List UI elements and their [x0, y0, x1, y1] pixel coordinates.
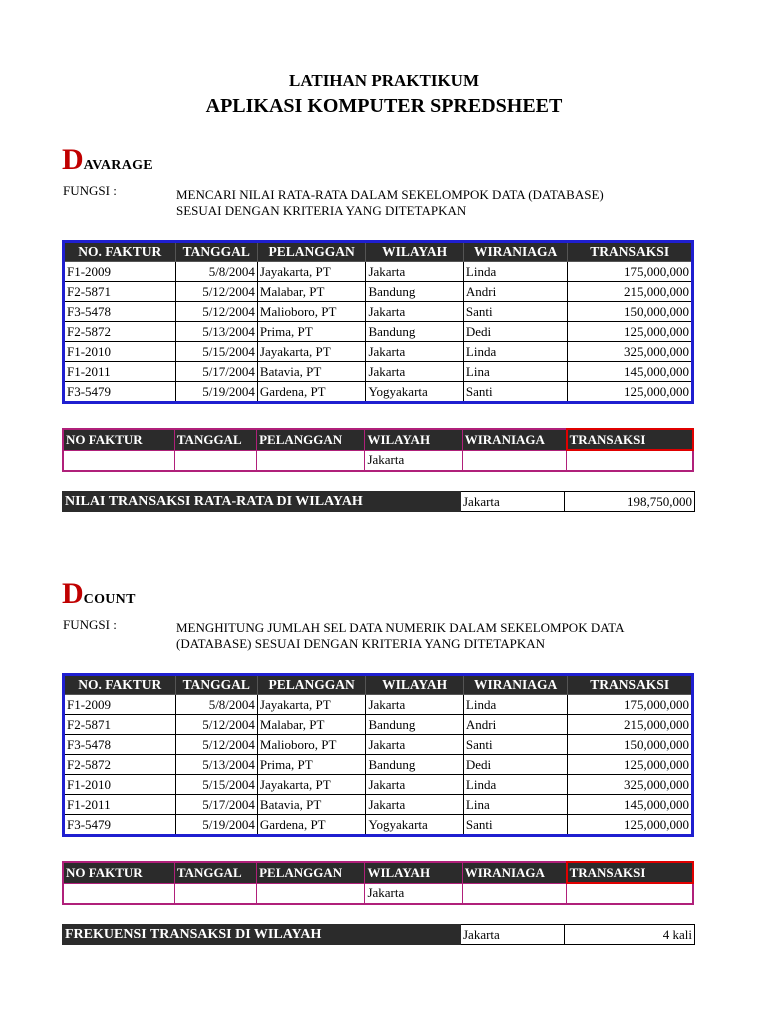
criteria-header-cell: WIRANIAGA — [462, 862, 566, 883]
cell-transaksi[interactable]: 145,000,000 — [568, 362, 693, 382]
cell-wiraniaga[interactable]: Andri — [463, 715, 567, 735]
criteria-cell[interactable] — [63, 450, 174, 471]
cell-wiraniaga[interactable]: Linda — [463, 695, 567, 715]
dcount-criteria-table — [62, 861, 694, 905]
cell-transaksi[interactable]: 175,000,000 — [568, 695, 693, 715]
cell-wilayah[interactable]: Bandung — [366, 282, 463, 302]
cell-faktur[interactable]: F2-5872 — [64, 322, 176, 342]
cell-wilayah[interactable]: Jakarta — [366, 695, 463, 715]
cell-pelanggan[interactable]: Jayakarta, PT — [257, 695, 366, 715]
daverage-desc-line1: MENCARI NILAI RATA-RATA DALAM SEKELOMPOK DATA (DATABASE) — [176, 187, 604, 202]
header-cell: TANGGAL — [175, 242, 257, 262]
cell-transaksi[interactable]: 150,000,000 — [568, 302, 693, 322]
cell-pelanggan[interactable]: Jayakarta, PT — [257, 342, 366, 362]
cell-pelanggan[interactable]: Malabar, PT — [257, 282, 366, 302]
daverage-desc-line2: SESUAI DENGAN KRITERIA YANG DITETAPKAN — [176, 203, 467, 218]
daverage-result-region[interactable]: Jakarta — [461, 492, 565, 512]
table-row — [64, 795, 693, 815]
cell-transaksi[interactable]: 325,000,000 — [568, 342, 693, 362]
header-cell: PELANGGAN — [257, 675, 366, 695]
cell-transaksi[interactable]: 125,000,000 — [568, 382, 693, 403]
header-cell: TANGGAL — [175, 675, 257, 695]
header-cell: TRANSAKSI — [568, 242, 693, 262]
daverage-description — [176, 187, 696, 219]
cell-transaksi[interactable]: 215,000,000 — [568, 715, 693, 735]
criteria-header-cell-selected[interactable]: TRANSAKSI — [567, 429, 693, 450]
cell-transaksi[interactable]: 125,000,000 — [568, 755, 693, 775]
cell-tanggal[interactable]: 5/13/2004 — [175, 755, 257, 775]
criteria-header-cell: WIRANIAGA — [462, 429, 566, 450]
criteria-cell[interactable] — [567, 883, 693, 904]
criteria-cell[interactable] — [567, 450, 693, 471]
cell-wilayah[interactable]: Bandung — [366, 322, 463, 342]
cell-wilayah[interactable]: Jakarta — [366, 795, 463, 815]
cell-pelanggan[interactable]: Prima, PT — [257, 755, 366, 775]
cell-wilayah[interactable]: Jakarta — [366, 262, 463, 282]
cell-wilayah[interactable]: Jakarta — [366, 302, 463, 322]
cell-wiraniaga[interactable]: Linda — [463, 342, 567, 362]
title-line2: APLIKASI KOMPUTER SPREDSHEET — [205, 95, 563, 117]
criteria-header-cell: PELANGGAN — [257, 862, 365, 883]
cell-tanggal[interactable]: 5/13/2004 — [175, 322, 257, 342]
daverage-result-label: NILAI TRANSAKSI RATA-RATA DI WILAYAH — [63, 492, 461, 512]
dcount-description — [176, 620, 696, 652]
table-header-row — [64, 675, 693, 695]
criteria-header-row — [63, 429, 693, 450]
table-row — [64, 735, 693, 755]
table-row — [64, 282, 693, 302]
cell-wilayah[interactable]: Jakarta — [366, 362, 463, 382]
cell-tanggal[interactable]: 5/19/2004 — [175, 815, 257, 836]
dcount-desc-line1: MENGHITUNG JUMLAH SEL DATA NUMERIK DALAM SEKELOMPOK DATA — [176, 620, 625, 635]
criteria-row — [63, 883, 693, 904]
daverage-database-table — [62, 240, 694, 404]
criteria-header-cell-selected[interactable]: TRANSAKSI — [567, 862, 693, 883]
criteria-header-cell: TANGGAL — [174, 429, 256, 450]
cell-faktur[interactable]: F2-5871 — [64, 282, 176, 302]
cell-faktur[interactable]: F3-5478 — [64, 302, 176, 322]
table-header-row — [64, 242, 693, 262]
cell-transaksi[interactable]: 125,000,000 — [568, 322, 693, 342]
header-cell: WIRANIAGA — [463, 675, 567, 695]
cell-tanggal[interactable]: 5/12/2004 — [175, 715, 257, 735]
cell-faktur[interactable]: F2-5872 — [64, 755, 176, 775]
header-cell: NO. FAKTUR — [64, 675, 176, 695]
cell-wiraniaga[interactable]: Santi — [463, 302, 567, 322]
cell-wiraniaga[interactable]: Santi — [463, 815, 567, 836]
table-row — [64, 342, 693, 362]
dcount-big-letter: D — [62, 577, 84, 610]
table-row — [64, 382, 693, 403]
cell-pelanggan[interactable]: Jayakarta, PT — [257, 775, 366, 795]
cell-pelanggan[interactable]: Malabar, PT — [257, 715, 366, 735]
cell-tanggal[interactable]: 5/12/2004 — [175, 302, 257, 322]
table-row — [64, 302, 693, 322]
cell-pelanggan[interactable]: Malioboro, PT — [257, 735, 366, 755]
cell-tanggal[interactable]: 5/8/2004 — [175, 695, 257, 715]
cell-transaksi[interactable]: 150,000,000 — [568, 735, 693, 755]
cell-wiraniaga[interactable]: Andri — [463, 282, 567, 302]
criteria-cell[interactable] — [63, 883, 174, 904]
header-cell: NO. FAKTUR — [64, 242, 176, 262]
criteria-header-cell: NO FAKTUR — [63, 862, 174, 883]
criteria-cell-wilayah[interactable]: Jakarta — [365, 450, 462, 471]
cell-transaksi[interactable]: 145,000,000 — [568, 795, 693, 815]
criteria-header-cell: WILAYAH — [365, 429, 462, 450]
daverage-big-letter: D — [62, 143, 84, 176]
cell-faktur[interactable]: F1-2009 — [64, 695, 176, 715]
cell-wiraniaga[interactable]: Santi — [463, 382, 567, 403]
criteria-header-cell: TANGGAL — [174, 862, 256, 883]
dcount-database-table — [62, 673, 694, 837]
daverage-result-row — [62, 491, 695, 512]
cell-pelanggan[interactable]: Batavia, PT — [257, 795, 366, 815]
cell-tanggal[interactable]: 5/12/2004 — [175, 735, 257, 755]
cell-tanggal[interactable]: 5/8/2004 — [175, 262, 257, 282]
criteria-header-cell: PELANGGAN — [257, 429, 365, 450]
cell-wiraniaga[interactable]: Lina — [463, 795, 567, 815]
cell-wilayah[interactable]: Yogyakarta — [366, 382, 463, 403]
dcount-heading — [62, 577, 136, 611]
table-row — [64, 755, 693, 775]
cell-wiraniaga[interactable]: Linda — [463, 775, 567, 795]
criteria-header-cell: NO FAKTUR — [63, 429, 174, 450]
cell-faktur[interactable]: F3-5479 — [64, 382, 176, 403]
cell-pelanggan[interactable]: Gardena, PT — [257, 815, 366, 836]
dcount-result-region[interactable]: Jakarta — [461, 925, 565, 945]
cell-pelanggan[interactable]: Prima, PT — [257, 322, 366, 342]
table-row — [64, 322, 693, 342]
dcount-heading-rest: COUNT — [83, 592, 136, 607]
table-row — [64, 262, 693, 282]
table-row — [64, 695, 693, 715]
criteria-row — [63, 450, 693, 471]
cell-tanggal[interactable]: 5/15/2004 — [175, 775, 257, 795]
cell-tanggal[interactable]: 5/19/2004 — [175, 382, 257, 403]
cell-faktur[interactable]: F1-2011 — [64, 795, 176, 815]
header-cell: WILAYAH — [366, 675, 463, 695]
cell-transaksi[interactable]: 325,000,000 — [568, 775, 693, 795]
cell-faktur[interactable]: F3-5478 — [64, 735, 176, 755]
cell-tanggal[interactable]: 5/12/2004 — [175, 282, 257, 302]
cell-faktur[interactable]: F2-5871 — [64, 715, 176, 735]
cell-pelanggan[interactable]: Jayakarta, PT — [257, 262, 366, 282]
title-line1: LATIHAN PRAKTIKUM — [289, 71, 479, 90]
daverage-result-value[interactable]: 198,750,000 — [565, 492, 695, 512]
cell-wiraniaga[interactable]: Dedi — [463, 322, 567, 342]
daverage-heading — [62, 143, 153, 177]
table-row — [64, 815, 693, 836]
header-cell: TRANSAKSI — [568, 675, 693, 695]
header-cell: WIRANIAGA — [463, 242, 567, 262]
cell-pelanggan[interactable]: Gardena, PT — [257, 382, 366, 403]
cell-wilayah[interactable]: Bandung — [366, 755, 463, 775]
cell-faktur[interactable]: F1-2010 — [64, 775, 176, 795]
cell-pelanggan[interactable]: Malioboro, PT — [257, 302, 366, 322]
dcount-result-label: FREKUENSI TRANSAKSI DI WILAYAH — [63, 925, 461, 945]
cell-tanggal[interactable]: 5/17/2004 — [175, 362, 257, 382]
cell-faktur[interactable]: F3-5479 — [64, 815, 176, 836]
cell-wilayah[interactable]: Jakarta — [366, 775, 463, 795]
cell-tanggal[interactable]: 5/15/2004 — [175, 342, 257, 362]
criteria-cell[interactable] — [174, 883, 256, 904]
cell-wilayah[interactable]: Bandung — [366, 715, 463, 735]
cell-pelanggan[interactable]: Batavia, PT — [257, 362, 366, 382]
cell-wiraniaga[interactable]: Santi — [463, 735, 567, 755]
dcount-desc-line2: (DATABASE) SESUAI DENGAN KRITERIA YANG DITETAPKAN — [176, 636, 546, 651]
table-row — [64, 715, 693, 735]
criteria-header-row — [63, 862, 693, 883]
criteria-cell[interactable] — [462, 883, 566, 904]
cell-wilayah[interactable]: Jakarta — [366, 735, 463, 755]
cell-wiraniaga[interactable]: Linda — [463, 262, 567, 282]
header-cell: WILAYAH — [366, 242, 463, 262]
cell-tanggal[interactable]: 5/17/2004 — [175, 795, 257, 815]
cell-transaksi[interactable]: 215,000,000 — [568, 282, 693, 302]
criteria-cell-wilayah[interactable]: Jakarta — [365, 883, 462, 904]
dcount-result-row — [62, 924, 695, 945]
dcount-fungsi-label: FUNGSI : — [63, 617, 117, 632]
criteria-cell[interactable] — [257, 450, 365, 471]
daverage-criteria-table — [62, 428, 694, 472]
criteria-cell[interactable] — [462, 450, 566, 471]
cell-transaksi[interactable]: 175,000,000 — [568, 262, 693, 282]
dcount-result-value[interactable]: 4 kali — [565, 925, 695, 945]
daverage-heading-rest: AVARAGE — [83, 158, 153, 173]
daverage-fungsi-label: FUNGSI : — [63, 183, 117, 198]
table-row — [64, 362, 693, 382]
criteria-cell[interactable] — [174, 450, 256, 471]
table-row — [64, 775, 693, 795]
cell-wiraniaga[interactable]: Lina — [463, 362, 567, 382]
cell-faktur[interactable]: F1-2011 — [64, 362, 176, 382]
cell-wilayah[interactable]: Yogyakarta — [366, 815, 463, 836]
header-cell: PELANGGAN — [257, 242, 366, 262]
cell-wilayah[interactable]: Jakarta — [366, 342, 463, 362]
cell-transaksi[interactable]: 125,000,000 — [568, 815, 693, 836]
criteria-cell[interactable] — [257, 883, 365, 904]
criteria-header-cell: WILAYAH — [365, 862, 462, 883]
cell-faktur[interactable]: F1-2009 — [64, 262, 176, 282]
cell-wiraniaga[interactable]: Dedi — [463, 755, 567, 775]
cell-faktur[interactable]: F1-2010 — [64, 342, 176, 362]
